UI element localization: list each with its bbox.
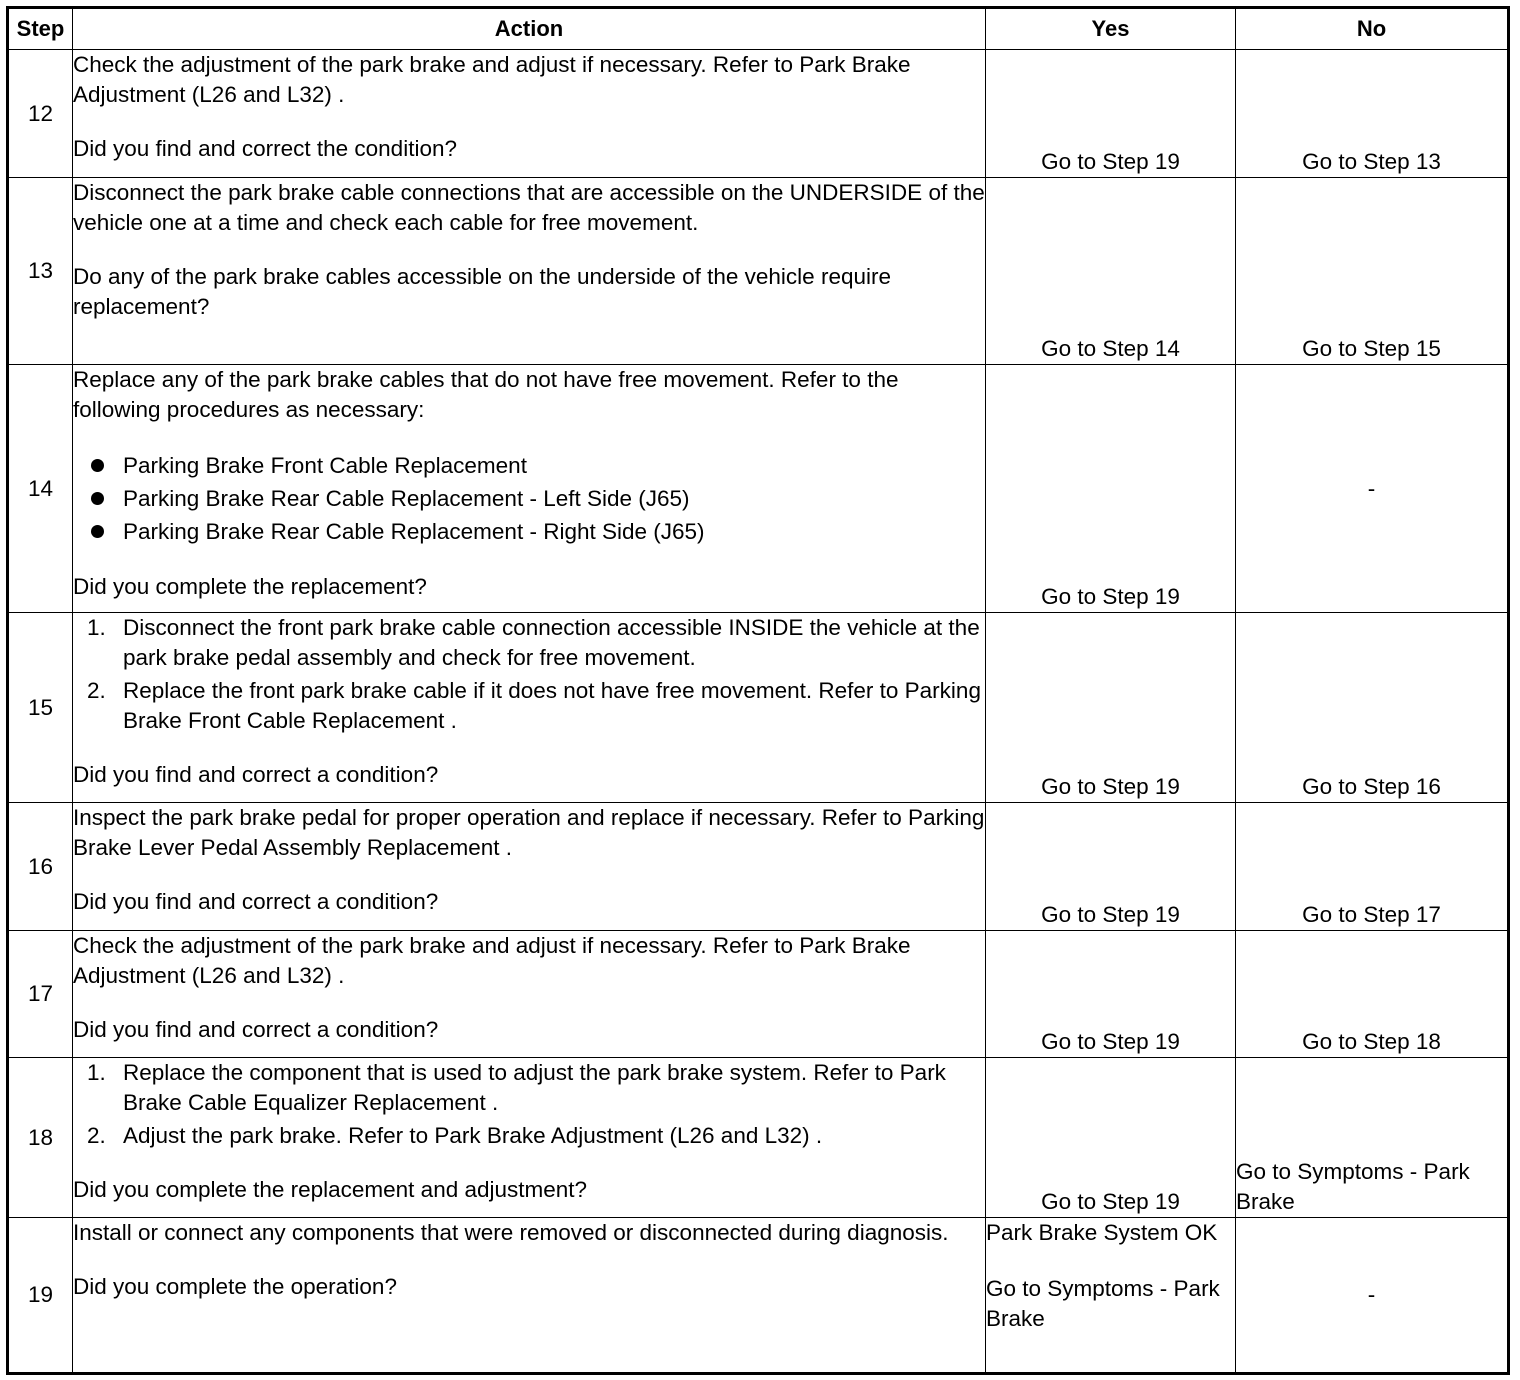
header-step: Step [8,8,73,50]
action-question: Did you complete the operation? [73,1274,397,1299]
action-text: Install or connect any components that were removed or disconnected during diagnosis. [73,1220,949,1245]
table-row [8,178,1509,365]
procedure-link[interactable]: Parking Brake Rear Cable Replacement - Right Side (J65) [123,519,705,544]
no-cell: Go to Step 15 [1236,178,1509,365]
list-item-text: Replace the front park brake cable if it does not have free movement. Refer to Parking Brake Front Cable Replacement . [123,678,981,733]
yes-result-ok: Park Brake System OK [986,1220,1218,1245]
list-item: 1. Disconnect the front park brake cable connection accessible INSIDE the vehicle at the park brake pedal assembly and check for free movement. [87,615,980,670]
diagnostic-table [6,6,1510,1375]
action-question: Did you find and correct a condition? [73,762,439,787]
table-row [8,1218,1509,1374]
action-text: Inspect the park brake pedal for proper operation and replace if necessary. Refer to Parking Brake Lever Pedal Assembly Replacement . [73,805,985,860]
action-text: Disconnect the park brake cable connections that are accessible on the UNDERSIDE of the vehicle one at a time and check each cable for free movement. [73,180,985,235]
table-row [8,803,1509,931]
action-cell [73,50,986,178]
header-action: Action [73,8,986,50]
action-cell [73,803,986,931]
yes-cell: Go to Step 19 [986,803,1236,931]
step-number: 19 [8,1218,73,1374]
no-cell: Go to Symptoms - Park Brake [1236,1058,1509,1218]
action-question: Did you find and correct a condition? [73,1017,439,1042]
action-cell [73,613,986,803]
action-cell [73,178,986,365]
step-number: 14 [8,365,73,613]
action-cell [73,1058,986,1218]
no-cell: Go to Step 18 [1236,931,1509,1058]
action-cell [73,1218,986,1374]
step-number: 17 [8,931,73,1058]
numbered-list [73,1058,985,1151]
bullet-icon [91,525,104,538]
list-item-text: Replace the component that is used to adjust the park brake system. Refer to Park Brake Cable Equalizer Replacement . [123,1060,946,1115]
action-question: Did you complete the replacement? [73,574,427,599]
list-item [73,449,985,482]
no-cell: Go to Step 13 [1236,50,1509,178]
no-cell: - [1236,1218,1509,1374]
action-text: Replace any of the park brake cables that do not have free movement. Refer to the following procedures as necessary: [73,367,899,422]
action-question: Do any of the park brake cables accessible on the underside of the vehicle require replacement? [73,264,891,319]
procedure-link[interactable]: Parking Brake Rear Cable Replacement - Left Side (J65) [123,486,690,511]
list-item [73,482,985,515]
yes-cell: Go to Step 14 [986,178,1236,365]
action-question: Did you complete the replacement and adjustment? [73,1177,588,1202]
table-row [8,50,1509,178]
yes-cell: Go to Step 19 [986,50,1236,178]
table-row [8,931,1509,1058]
yes-cell: Go to Step 19 [986,365,1236,613]
numbered-list [73,613,985,736]
table-row [8,365,1509,613]
table-row [8,613,1509,803]
list-item: 1. Replace the component that is used to adjust the park brake system. Refer to Park Brake Cable Equalizer Replacement . [87,1060,946,1115]
table-row [8,1058,1509,1218]
procedure-list [73,449,985,548]
action-cell [73,931,986,1058]
no-cell: Go to Step 16 [1236,613,1509,803]
action-text: Check the adjustment of the park brake and adjust if necessary. Refer to Park Brake Adjustment (L26 and L32) . [73,52,911,107]
yes-cell: Go to Step 19 [986,931,1236,1058]
header-no: No [1236,8,1509,50]
step-number: 13 [8,178,73,365]
no-cell: - [1236,365,1509,613]
bullet-icon [91,492,104,505]
list-item-text: Disconnect the front park brake cable connection accessible INSIDE the vehicle at the park brake pedal assembly and check for free movement. [123,615,980,670]
yes-cell: Go to Step 19 [986,613,1236,803]
step-number: 15 [8,613,73,803]
action-question: Did you find and correct the condition? [73,136,457,161]
step-number: 18 [8,1058,73,1218]
action-cell [73,365,986,613]
step-number: 12 [8,50,73,178]
procedure-link[interactable]: Parking Brake Front Cable Replacement [123,453,527,478]
header-row [8,8,1509,50]
bullet-icon [91,459,104,472]
yes-result-symptoms: Go to Symptoms - Park Brake [986,1276,1220,1331]
list-item: 2. Adjust the park brake. Refer to Park Brake Adjustment (L26 and L32) . [87,1123,823,1148]
step-number: 16 [8,803,73,931]
list-item: 2. Replace the front park brake cable if it does not have free movement. Refer to Parking Brake Front Cable Replacement . [87,678,981,733]
yes-cell: Go to Step 19 [986,1058,1236,1218]
action-text: Check the adjustment of the park brake and adjust if necessary. Refer to Park Brake Adjustment (L26 and L32) . [73,933,911,988]
yes-cell [986,1218,1236,1374]
diagnostic-table-container [6,6,1510,1375]
header-yes: Yes [986,8,1236,50]
no-cell: Go to Step 17 [1236,803,1509,931]
list-item [73,515,985,548]
list-item-text: Adjust the park brake. Refer to Park Brake Adjustment (L26 and L32) . [123,1123,823,1148]
action-question: Did you find and correct a condition? [73,889,439,914]
